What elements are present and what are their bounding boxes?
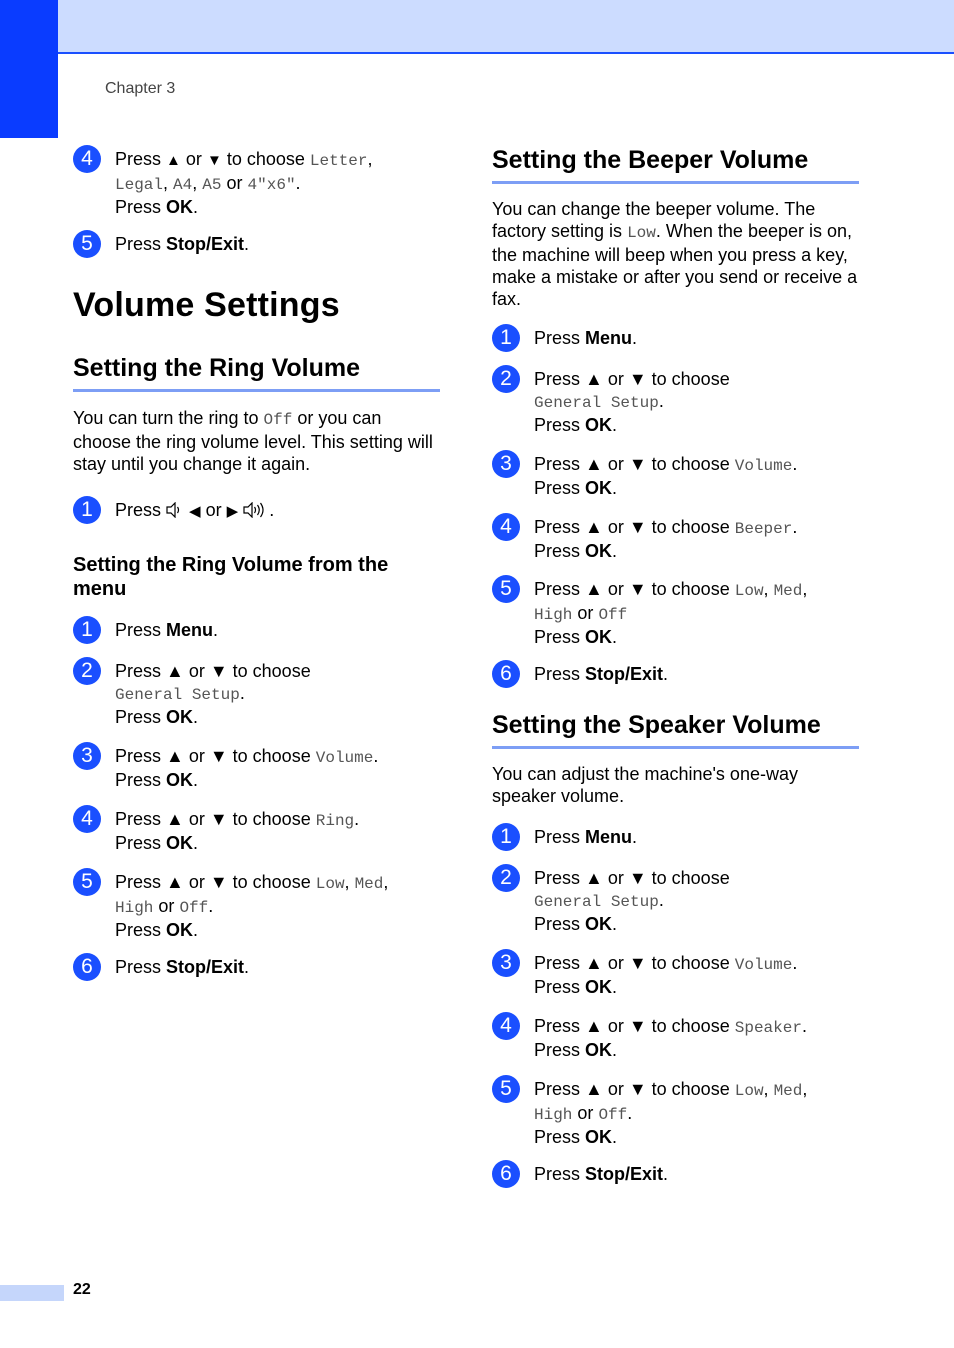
left-arrow-icon: ◀	[189, 503, 201, 520]
step-number: 2	[492, 864, 520, 892]
up-arrow-icon: ▲	[166, 152, 181, 169]
speaker-high-icon	[243, 502, 269, 518]
beeper-step-3: 3 Press ▲ or ▼ to choose Volume. Press OK.	[492, 453, 877, 499]
step-5-stop-exit: 5 Press Stop/Exit.	[73, 233, 458, 255]
beeper-step-6: 6 Press Stop/Exit.	[492, 663, 877, 685]
chapter-tab	[0, 0, 58, 138]
step-number: 1	[73, 616, 101, 644]
footer-tab	[0, 1285, 64, 1301]
speaker-step-1: 1 Press Menu.	[492, 826, 877, 848]
step-number: 6	[73, 953, 101, 981]
chapter-label: Chapter 3	[105, 80, 176, 97]
ring-menu-step-3: 3 Press ▲ or ▼ to choose Volume. Press OK.	[73, 745, 458, 791]
ring-menu-step-4: 4 Press ▲ or ▼ to choose Ring. Press OK.	[73, 808, 458, 854]
speaker-step-4: 4 Press ▲ or ▼ to choose Speaker. Press OK.	[492, 1015, 877, 1061]
speaker-low-icon	[166, 502, 184, 518]
step-number: 3	[492, 450, 520, 478]
step-number: 5	[73, 868, 101, 896]
down-arrow-icon: ▼	[206, 152, 222, 169]
speaker-step-5: 5 Press ▲ or ▼ to choose Low, Med, High or Off. Press OK.	[492, 1078, 877, 1148]
ring-volume-intro: You can turn the ring to Off or you can choose the ring volume level. This setting will stay until you change it again.	[73, 408, 433, 474]
step-number: 5	[73, 230, 101, 258]
step-number: 2	[73, 657, 101, 685]
beeper-volume-heading: Setting the Beeper Volume	[492, 146, 859, 184]
page-title: Volume Settings	[73, 286, 340, 324]
step-number: 4	[73, 805, 101, 833]
step-number: 5	[492, 1075, 520, 1103]
ring-step-1: 1 Press ◀ or ▶ .	[73, 499, 458, 523]
page-number: 22	[73, 1281, 91, 1298]
beeper-step-1: 1 Press Menu.	[492, 327, 877, 349]
speaker-step-2: 2 Press ▲ or ▼ to choose General Setup. Press OK.	[492, 867, 877, 935]
step-number: 3	[73, 742, 101, 770]
ring-volume-heading: Setting the Ring Volume	[73, 354, 440, 392]
ring-menu-step-6: 6 Press Stop/Exit.	[73, 956, 458, 978]
ring-menu-step-2: 2 Press ▲ or ▼ to choose General Setup. Press OK.	[73, 660, 458, 728]
speaker-step-3: 3 Press ▲ or ▼ to choose Volume. Press OK.	[492, 952, 877, 998]
step-number: 5	[492, 575, 520, 603]
step-number: 1	[73, 496, 101, 524]
step-number: 1	[492, 324, 520, 352]
speaker-step-6: 6 Press Stop/Exit.	[492, 1163, 877, 1185]
step-4-paper-size: 4 Press ▲ or ▼ to choose Letter, Legal, A4, A5 or 4"x6". Press OK.	[73, 148, 458, 218]
ring-menu-step-1: 1 Press Menu.	[73, 619, 458, 641]
step-number: 4	[73, 145, 101, 173]
beeper-step-5: 5 Press ▲ or ▼ to choose Low, Med, High or Off Press OK.	[492, 578, 877, 648]
beeper-volume-intro: You can change the beeper volume. The factory setting is Low. When the beeper is on, the machine will beep when you press a key, make a mistake or after you send or receive a fax.	[492, 199, 858, 309]
step-number: 6	[492, 1160, 520, 1188]
ring-menu-subheading: Setting the Ring Volume from the menu	[73, 554, 389, 600]
step-number: 3	[492, 949, 520, 977]
speaker-volume-intro: You can adjust the machine's one-way speaker volume.	[492, 764, 798, 806]
step-number: 2	[492, 365, 520, 393]
speaker-volume-heading: Setting the Speaker Volume	[492, 711, 859, 749]
ring-menu-step-5: 5 Press ▲ or ▼ to choose Low, Med, High or Off. Press OK.	[73, 871, 458, 941]
beeper-step-4: 4 Press ▲ or ▼ to choose Beeper. Press OK.	[492, 516, 877, 562]
step-number: 6	[492, 660, 520, 688]
step-number: 4	[492, 513, 520, 541]
right-arrow-icon: ▶	[226, 503, 239, 520]
header-band	[0, 0, 954, 54]
step-number: 1	[492, 823, 520, 851]
beeper-step-2: 2 Press ▲ or ▼ to choose General Setup. Press OK.	[492, 368, 877, 436]
step-number: 4	[492, 1012, 520, 1040]
